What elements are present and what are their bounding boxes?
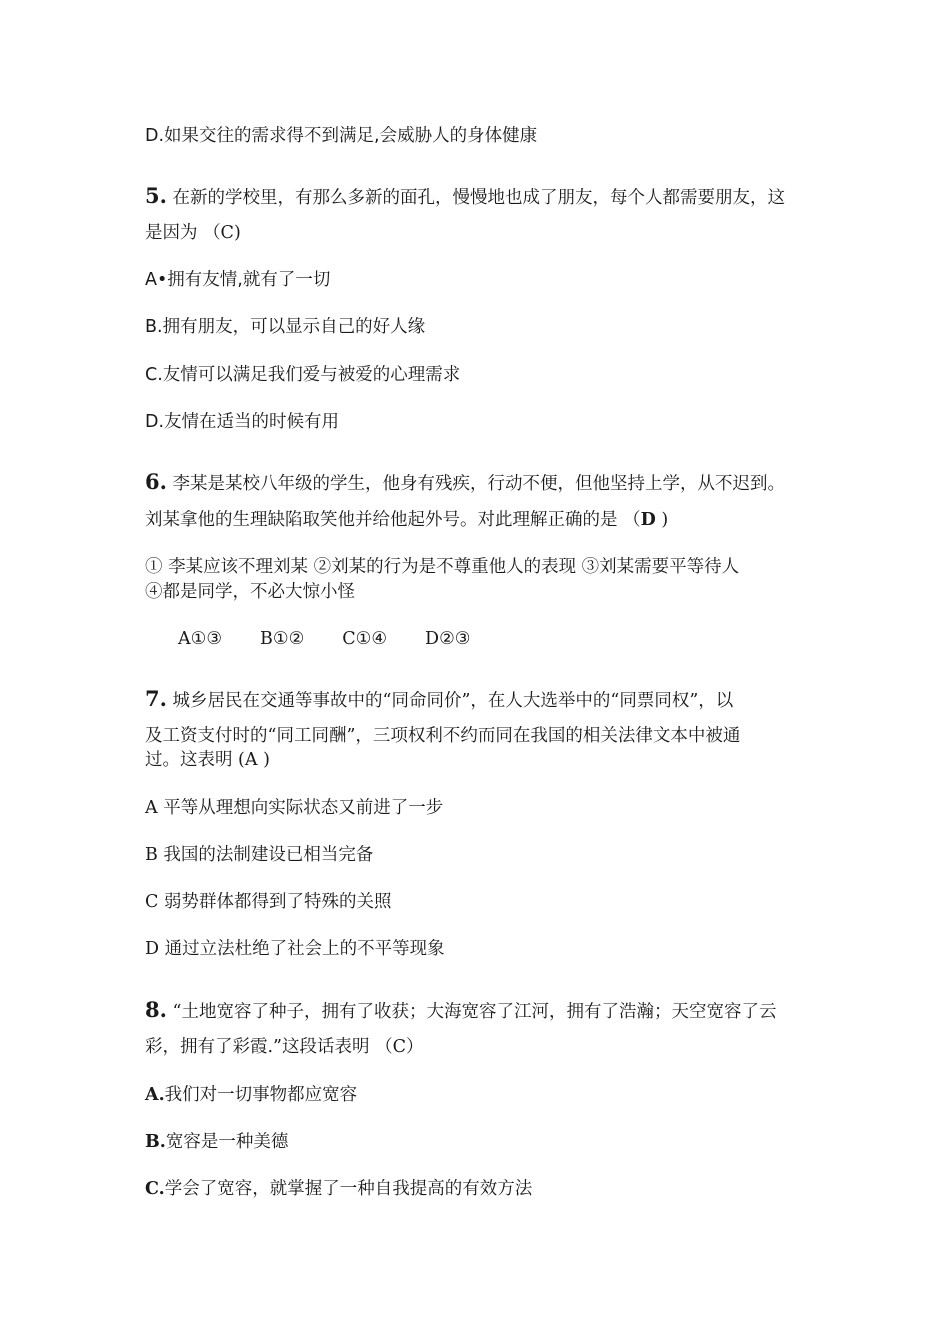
q6-number: 6. <box>145 469 167 494</box>
q8-option-a <box>145 1083 825 1107</box>
q6-statements-line2: ④都是同学，不必大惊小怪 <box>145 582 355 602</box>
q6-choice-a: A①③ <box>178 629 223 649</box>
q6-stem-line1 <box>145 470 825 496</box>
q5-stem-text: 在新的学校里，有那么多新的面孔，慢慢地也成了朋友，每个人都需要朋友，这 <box>172 188 786 208</box>
q6-choice-d: D②③ <box>425 629 471 649</box>
q5-stem-line2: 是因为 （C) <box>145 223 241 243</box>
q5-option-b: B.拥有朋友，可以显示自己的好人缘 <box>145 317 426 337</box>
q5-number: 5. <box>145 183 167 208</box>
q7-number: 7. <box>145 686 167 711</box>
q7-option-c: C 弱势群体都得到了特殊的关照 <box>145 892 392 912</box>
q8-option-a-letter: A. <box>145 1085 165 1105</box>
q5-option-a: A•拥有友情,就有了一切 <box>145 270 331 290</box>
q6-choices <box>178 627 858 651</box>
q7-stem-line3: 过。这表明 (A ) <box>145 750 270 770</box>
q5-option-c: C.友情可以满足我们爱与被爱的心理需求 <box>145 365 461 385</box>
q8-option-c-letter: C. <box>145 1179 165 1199</box>
q7-stem-line1 <box>145 687 825 713</box>
q6-stem-text: 李某是某校八年级的学生，他身有残疾，行动不便，但他坚持上学，从不迟到。 <box>172 474 786 494</box>
q6-stem-line2 <box>145 508 825 532</box>
q4-option-d: D.如果交往的需求得不到满足,会威胁人的身体健康 <box>145 126 538 146</box>
q6-answer: D <box>640 510 656 530</box>
q8-stem-text: “土地宽容了种子，拥有了收获；大海宽容了江河，拥有了浩瀚；天空宽容了云 <box>172 1002 777 1022</box>
q8-option-b-letter: B. <box>145 1132 166 1152</box>
q6-statements-line1: ① 李某应该不理刘某 ②刘某的行为是不尊重他人的表现 ③刘某需要平等待人 <box>145 557 740 577</box>
q8-option-c-text: 学会了宽容，就掌握了一种自我提高的有效方法 <box>164 1179 533 1199</box>
q6-stem-end: ) <box>655 510 669 530</box>
q7-option-a: A 平等从理想向实际状态又前进了一步 <box>145 798 444 818</box>
q7-stem-text: 城乡居民在交通等事故中的“同命同价”，在人大选举中的“同票同权”，以 <box>172 691 734 711</box>
q8-number: 8. <box>145 997 167 1022</box>
q6-choice-c: C①④ <box>342 629 388 649</box>
q5-option-d: D.友情在适当的时候有用 <box>145 412 340 432</box>
q5-stem-line1 <box>145 184 825 210</box>
q8-stem-line1 <box>145 998 825 1024</box>
q7-stem-line2: 及工资支付时的“同工同酬”，三项权利不约而同在我国的相关法律文本中被通 <box>145 726 741 746</box>
q8-option-c <box>145 1177 825 1201</box>
q6-choice-b: B①② <box>260 629 305 649</box>
q8-option-a-text: 我们对一切事物都应宽容 <box>164 1085 358 1105</box>
q8-option-b-text: 宽容是一种美德 <box>165 1132 289 1152</box>
q7-option-d: D 通过立法杜绝了社会上的不平等现象 <box>145 939 445 959</box>
q8-option-b <box>145 1130 825 1154</box>
q6-stem-text2: 刘某拿他的生理缺陷取笑他并给他起外号。对此理解正确的是 （ <box>145 510 641 530</box>
q8-stem-line2: 彩，拥有了彩霞.”这段话表明 （C） <box>145 1037 424 1057</box>
q7-option-b: B 我国的法制建设已相当完备 <box>145 845 374 865</box>
